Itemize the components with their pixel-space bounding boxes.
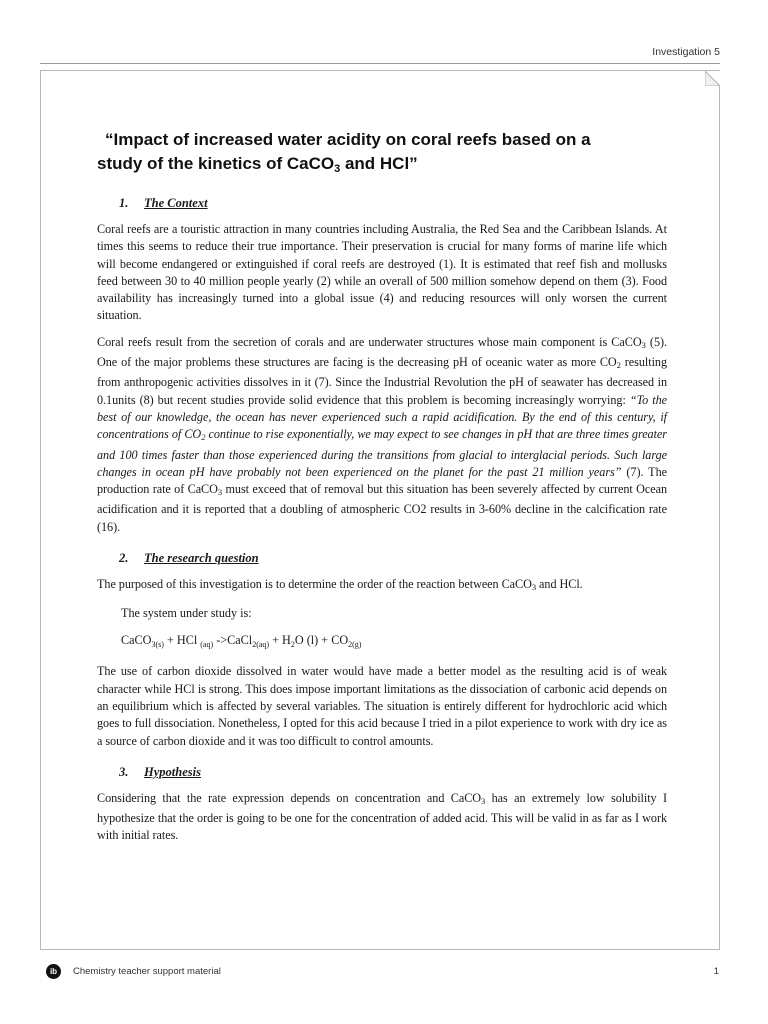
paragraph-context-2: Coral reefs result from the secretion of corals and are underwater structures whose main component is CaCO$_3$ (5). One of the major problems these structures are facing is the decreasing pH of oceanic water as more $CO_2$ resulting from anthropogenic activities dissolves in it (7). Since the Industrial Revolution the pH of seawater has decreased in 0.1units (8) but recent studies provide solid evidence that this problem is becoming increasingly worrying: “To the best of our knowledge, the ocean has never experienced such a rapid acidification. By the end of this century, if concentrations of $CO_2$ continue to rise exponentially, we may expect to see changes in pH that are three times greater and 100 times faster than those experienced during the transitions from glacial to interglacial periods. Such large changes in ocean pH have probably not been experienced on the planet for the past 21 million years” (7). The production rate of CaCO$_3$ must exceed that of removal but this situation has been severely affected by current Ocean acidification and it is reported that a doubling of atmospheric CO2 results in 3-60% decline in the calcification rate (16). <box>97 334 668 534</box>
system-label: The system under study is: <box>121 606 252 621</box>
document-body <box>97 128 667 854</box>
paragraph-context-1: Coral reefs are a touristic attraction in many countries including Australia, the Red Sea and the Caribbean Islands. At times this seems to reduce their true importance. Their preservation is crucial for many forms of marine life which will become endangered or extinguished if coral reefs are destroyed (1). It is estimated that reef fish and mollusks feed between 30 to 40 million people yearly (2) while an overall of 500 million somehow depend on them (3). Food availability has increasingly turned into a global issue (4) and reducing resources will only worsen the current situation. <box>97 222 667 323</box>
paragraph-research-1: The purposed of this investigation is to determine the order of the reaction between CaCO$_3$ and HCl. <box>97 577 583 593</box>
section-heading-research-question: 2. The research question <box>119 551 259 566</box>
section-heading-hypothesis: 3. Hypothesis <box>119 764 201 779</box>
running-head: Investigation 5 <box>652 46 720 58</box>
paragraph-hypothesis: Considering that the rate expression depends on concentration and CaCO$_3$ has an extremely low solubility I hypothesize that the order is going to be one for the concentration of added acid. This will be valid in as far as I work with initial rates. <box>97 790 667 843</box>
ib-logo-icon: ib <box>46 964 61 979</box>
header-divider <box>40 63 720 64</box>
quoted-passage: “To the best of our knowledge, the ocean has never experienced such a rapid acidification. By the end of this century, if concentrations of $CO_2$ continue to rise exponentially, we may expect to see changes in pH that are three times greater and 100 times faster than those experienced during the transitions from glacial to interglacial periods. Such large changes in ocean pH have probably not been experienced on the planet for the past 21 million years” <box>97 392 668 479</box>
page-title: “Impact of increased water acidity on coral reefs based on a study of the kinetics of CaCO$_3$ and HCl” <box>97 130 591 175</box>
dog-ear-icon <box>705 71 720 86</box>
footer-text: Chemistry teacher support material <box>73 966 221 977</box>
chemical-equation: CaCO$_{3(s)}$ + HCl $_{(aq)}$ ->CaCl$_{2(aq)}$ + $H_2O$ $(l) + CO_{2(g)}$ <box>121 633 362 650</box>
page-number: 1 <box>713 966 719 977</box>
paragraph-research-2: The use of carbon dioxide dissolved in water would have made a better model as the resulting acid is of weak character while HCl is strong. This does impose important limitations as the dissociation of carbonic acid depends on an equilibrium which is affected by several variables. The situation is entirely different for hydrochloric acid which goes to full dissociation. Nonetheless, I opted for this acid because I tried in a pilot experience to work with dry ice as a source of carbon dioxide and it was too difficult to control amounts. <box>97 664 667 748</box>
section-heading-context: 1. The Context <box>119 196 208 210</box>
